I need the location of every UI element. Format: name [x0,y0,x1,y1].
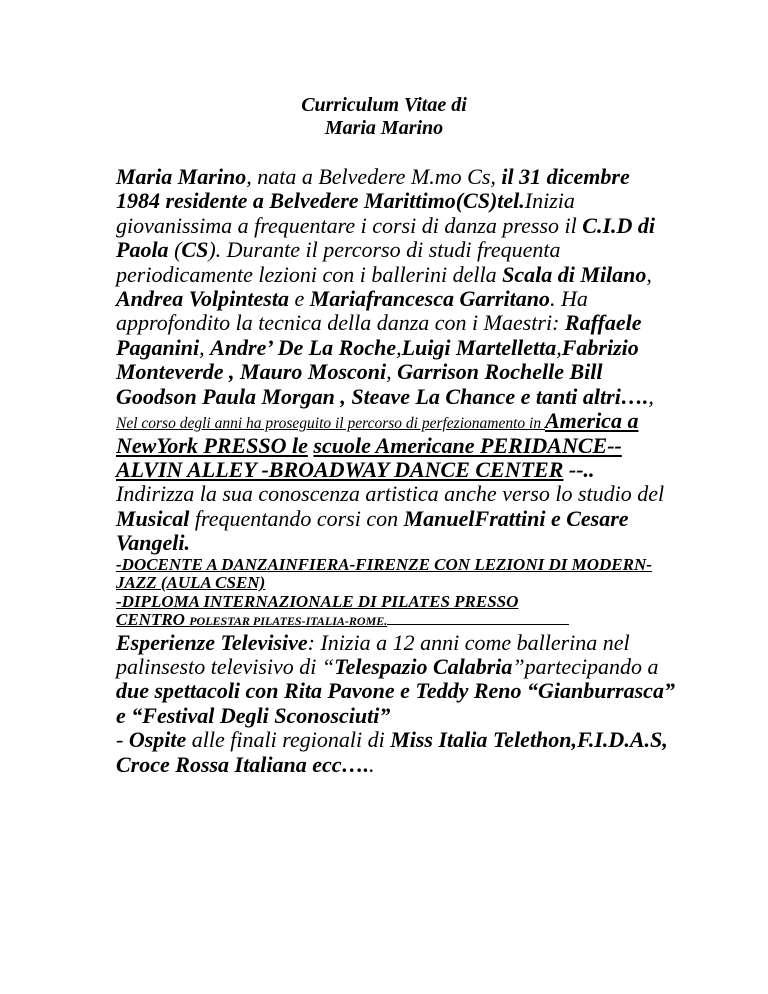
italic-text: . [369,751,375,777]
italic-text: e [288,286,310,312]
italic-text: , [199,334,211,360]
dance-schools-text: PERIDANCE-- ALVIN ALLEY -BROADWAY DANCE CENTER [116,432,622,482]
diploma-item-centre: POLESTAR PILATES-ITALIA-ROME. [189,614,388,629]
bold-text: Scala di Milano [502,261,647,287]
bold-text: CS [181,237,209,263]
italic-text: alle finali regionali di [186,727,391,753]
italic-text: frequentando corsi con [189,505,404,531]
italic-text: Inizia giovanissima a frequentare i corsi di danza presso il [116,188,583,238]
diploma-item: -DIPLOMA INTERNAZIONALE DI PILATES PRESSO [116,591,519,611]
bold-text: Maria Marino [116,164,247,189]
italic-text: , [396,334,402,360]
teaching-item: -DOCENTE A DANZAINFIERA-FIRENZE CON LEZIONI DI MODERN-JAZZ (AULA CSEN) [116,554,652,593]
diploma-item-continued: CENTRO [116,610,190,630]
training-paragraph [116,409,676,556]
bold-text: Garrison Rochelle Bill Goodson Paula Morgan , Steave La Chance e tanti altri…. [116,359,649,409]
guest-paragraph [116,728,676,777]
bold-text: Raffaele Paganini [116,310,642,360]
bold-underlined-text: NewYork PRESSO le [116,432,308,458]
italic-text: , [556,334,562,360]
italic-text: : Inizia a 12 anni come ballerina nel palinsesto televisivo di “ [116,629,630,679]
bold-text: Musical [116,505,190,531]
underline-rule [387,624,569,625]
italic-text: ”partecipando a [512,654,659,679]
italic-text: - [116,727,129,753]
bold-text: Fabrizio Monteverde , Mauro Mosconi [116,334,639,385]
bold-text: Andre’ De La Roche [210,334,397,360]
document-title-line-2: Maria Marino [324,117,444,139]
italic-text: , nata a Belvedere M.mo Cs, [246,164,502,189]
tv-experience-paragraph [116,631,676,729]
italic-text: ( [168,237,182,263]
bold-text: --.. [563,456,595,482]
italic-text: ). Durante il percorso di studi frequenta periodicamente lezioni con i ballerini della [116,237,561,287]
bold-text: Andrea Volpintesta [116,286,289,312]
bold-text: Mariafrancesca Garritano [309,286,550,312]
bold-underlined-text: America a [544,408,639,434]
biography-paragraph [116,165,676,409]
underlined-text: Nel corso degli anni ha proseguito il percorso di perfezionamento in [116,415,545,433]
bold-text: Telespazio Calabria [334,654,513,679]
bold-text: ManuelFrattini e Cesare Vangeli. [116,505,629,556]
bold-text: due spettacoli con Rita Pavone e Teddy Reno “Gianburrasca” e “Festival Degli Sconosciuti” [116,678,675,728]
italic-text: . Ha approfondito la tecnica della danza con i Maestri: [116,286,588,336]
bold-text: Ospite [128,727,187,753]
bold-text: C.I.D di Paola [116,212,656,263]
document-body [116,165,676,777]
bold-underlined-text: scuole Americane [313,432,475,458]
italic-text: , [648,383,654,409]
bold-text: Esperienze Televisive [116,629,308,655]
italic-text: Indirizza la sua conoscenza artistica anche verso lo studio del [116,481,665,507]
document-title-line-1: Curriculum Vitae di [301,94,467,116]
qualifications-list [116,556,676,631]
bold-text: Miss Italia Telethon,F.I.D.A.S, Croce Rossa Italiana ecc…. [116,727,668,777]
italic-text: , [386,359,398,385]
bold-text: Luigi Martelletta [401,334,557,360]
bold-text: il 31 dicembre 1984 residente a Belvedere Marittimo(CS)tel. [116,164,630,214]
italic-text: , [646,261,652,287]
